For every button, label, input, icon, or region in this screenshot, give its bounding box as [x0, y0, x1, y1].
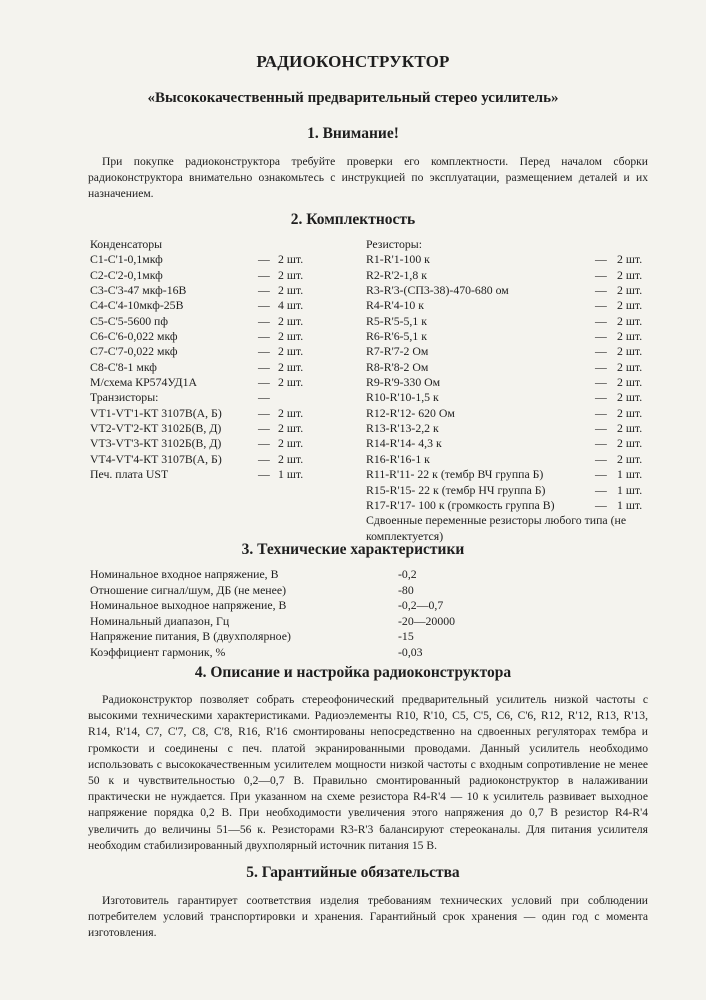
parts-row-name: R5-R'5-5,1 к — [366, 313, 427, 328]
parts-row-qty: 2 шт. — [617, 283, 643, 298]
resistors-note: Сдвоенные переменные резисторы любого типа (не комплектуется) — [366, 513, 627, 543]
parts-row-name: R9-R'9-330 Ом — [366, 375, 441, 390]
parts-row — [90, 421, 320, 436]
spec-row — [90, 598, 510, 614]
parts-row — [366, 329, 656, 344]
parts-row-qty: 1 шт. — [278, 467, 304, 482]
parts-row-dash: — — [258, 375, 270, 390]
section-2-title: 2. Комплектность — [290, 211, 416, 228]
parts-row-qty: 2 шт. — [617, 390, 643, 405]
parts-row-dash: — — [595, 421, 607, 436]
parts-row-name: Печ. плата UST — [90, 467, 169, 482]
spec-row — [90, 614, 510, 630]
parts-row-name: Резисторы: — [366, 237, 422, 251]
parts-row-dash: — — [258, 405, 270, 420]
parts-row-name: R16-R'16-1 к — [366, 451, 430, 466]
parts-row — [366, 421, 656, 436]
parts-row-qty: 2 шт. — [278, 344, 304, 359]
section-4-title: 4. Описание и настройка радиоконструктора — [194, 664, 512, 681]
parts-row-name: VT2-VT'2-КТ 3102Б(В, Д) — [90, 421, 222, 436]
parts-row-dash: — — [258, 267, 270, 282]
parts-row-name: R12-R'12- 620 Ом — [366, 405, 455, 420]
parts-row-name: R3-R'3-(СП3-38)-470-680 ом — [366, 283, 509, 298]
parts-row-dash: — — [258, 344, 270, 359]
parts-row — [366, 252, 656, 267]
parts-row-dash: — — [595, 298, 607, 313]
parts-row-qty: 1 шт. — [617, 482, 643, 497]
parts-row-qty: 2 шт. — [278, 375, 304, 390]
section-3-title: 3. Технические характеристики — [241, 541, 465, 558]
parts-row — [366, 498, 656, 513]
parts-row-name: R8-R'8-2 Ом — [366, 359, 429, 374]
parts-row-qty: 4 шт. — [278, 298, 304, 313]
parts-row — [90, 344, 320, 359]
parts-row-dash: — — [595, 375, 607, 390]
parts-row — [90, 436, 320, 451]
parts-row-qty: 2 шт. — [617, 298, 643, 313]
parts-row-name: М/схема КР574УД1А — [90, 375, 198, 390]
parts-row-dash: — — [258, 421, 270, 436]
spec-label: Номинальный диапазон, Гц — [90, 613, 230, 628]
parts-row — [366, 467, 656, 482]
parts-row-name: R4-R'4-10 к — [366, 298, 424, 313]
parts-row-name: С8-С'8-1 мкф — [90, 359, 157, 374]
parts-row-dash: — — [595, 252, 607, 267]
parts-row-dash: — — [258, 359, 270, 374]
parts-row-name: VT4-VT'4-КТ 3107В(А, Б) — [90, 451, 222, 466]
parts-row-dash: — — [595, 405, 607, 420]
parts-row — [90, 375, 320, 390]
parts-row-name: R14-R'14- 4,3 к — [366, 436, 442, 451]
parts-row-qty: 1 шт. — [617, 467, 643, 482]
parts-row-dash: — — [258, 252, 270, 267]
parts-row-name: R6-R'6-5,1 к — [366, 329, 427, 344]
parts-row — [366, 314, 656, 329]
spec-value: -15 — [398, 629, 414, 644]
parts-row-dash: — — [258, 390, 270, 405]
parts-row — [366, 406, 656, 421]
parts-row-qty: 2 шт. — [617, 421, 643, 436]
parts-row — [366, 283, 656, 298]
spec-label: Номинальное выходное напряжение, В — [90, 598, 287, 613]
parts-row — [366, 344, 656, 359]
section-1-text: При покупке радиоконструктора требуйте проверки его комплектности. Перед началом сборки радиоконструктора внимательно ознакомьтесь с инструкцией по эксплуатации, размещением деталей и их назначением. — [88, 155, 648, 201]
parts-row-name: R2-R'2-1,8 к — [366, 267, 427, 282]
spec-value: -0,2—0,7 — [398, 598, 444, 613]
spec-value: -0,03 — [398, 644, 423, 659]
parts-row-qty: 2 шт. — [617, 252, 643, 267]
parts-row-name: VT1-VT'1-КТ 3107В(А, Б) — [90, 405, 222, 420]
spec-row — [90, 629, 510, 645]
parts-row-name: С2-С'2-0,1мкф — [90, 267, 163, 282]
parts-row-qty: 2 шт. — [617, 313, 643, 328]
parts-row — [90, 252, 320, 267]
parts-row-qty: 2 шт. — [278, 405, 304, 420]
parts-row-qty: 1 шт. — [617, 497, 643, 512]
parts-row-dash: — — [258, 451, 270, 466]
parts-row-dash: — — [595, 313, 607, 328]
section-1-title: 1. Внимание! — [307, 125, 399, 142]
parts-row-dash: — — [258, 329, 270, 344]
parts-row-dash: — — [595, 436, 607, 451]
parts-row-dash: — — [595, 344, 607, 359]
parts-row-qty: 2 шт. — [617, 436, 643, 451]
spec-value: -0,2 — [398, 567, 417, 581]
spec-label: Номинальное входное напряжение, В — [90, 567, 279, 581]
parts-row-name: Конденсаторы — [90, 237, 163, 251]
parts-row-dash: — — [595, 497, 607, 512]
parts-row-dash: — — [595, 467, 607, 482]
document-subtitle: «Высококачественный предварительный стерео усилитель» — [147, 90, 559, 106]
parts-row-dash: — — [595, 359, 607, 374]
parts-row-qty: 2 шт. — [617, 451, 643, 466]
parts-row-qty: 2 шт. — [278, 252, 304, 267]
parts-row — [90, 360, 320, 375]
parts-row-dash: — — [258, 283, 270, 298]
parts-row-qty: 2 шт. — [278, 421, 304, 436]
document-title: РАДИОКОНСТРУКТОР — [256, 52, 450, 71]
parts-row-qty: 2 шт. — [617, 344, 643, 359]
parts-row-qty: 2 шт. — [278, 313, 304, 328]
parts-row-dash: — — [595, 451, 607, 466]
parts-row-name: Транзисторы: — [90, 390, 159, 405]
spec-label: Отношение сигнал/шум, ДБ (не менее) — [90, 582, 287, 597]
parts-row-qty: 2 шт. — [617, 329, 643, 344]
parts-row — [90, 390, 320, 405]
parts-row-qty: 2 шт. — [278, 283, 304, 298]
parts-row-name: R1-R'1-100 к — [366, 252, 430, 267]
parts-row — [366, 390, 656, 405]
parts-row-name: R10-R'10-1,5 к — [366, 390, 439, 405]
spec-label: Коэффициент гармоник, % — [90, 644, 226, 659]
parts-row — [366, 375, 656, 390]
specifications-table — [90, 567, 510, 661]
parts-row-name: R15-R'15- 22 к (тембр НЧ группа Б) — [366, 482, 546, 497]
parts-row — [90, 329, 320, 344]
parts-row-qty: 2 шт. — [278, 451, 304, 466]
parts-row — [366, 237, 656, 252]
parts-row-name: С7-С'7-0,022 мкф — [90, 344, 178, 359]
parts-row — [366, 298, 656, 313]
parts-row-qty: 2 шт. — [278, 359, 304, 374]
parts-row — [90, 283, 320, 298]
parts-row-qty: 2 шт. — [278, 329, 304, 344]
parts-row-name: R13-R'13-2,2 к — [366, 421, 439, 436]
spec-row — [90, 645, 510, 661]
parts-row — [90, 406, 320, 421]
parts-row-name: С1-С'1-0,1мкф — [90, 252, 163, 267]
spec-label: Напряжение питания, В (двухполярное) — [90, 629, 291, 644]
spec-row — [90, 583, 510, 599]
parts-row-name: С5-С'5-5600 пф — [90, 313, 169, 328]
parts-row-qty: 2 шт. — [278, 267, 304, 282]
parts-row — [366, 360, 656, 375]
parts-row-qty: 2 шт. — [617, 405, 643, 420]
spec-row — [90, 567, 510, 583]
parts-row-dash: — — [595, 390, 607, 405]
parts-row-name: R11-R'11- 22 к (тембр ВЧ группа Б) — [366, 467, 544, 482]
parts-row-dash: — — [258, 298, 270, 313]
parts-row — [90, 237, 320, 252]
parts-row-qty: 2 шт. — [278, 436, 304, 451]
parts-row-name: R17-R'17- 100 к (громкость группа В) — [366, 497, 555, 512]
parts-row — [366, 483, 656, 498]
parts-row-qty: 2 шт. — [617, 267, 643, 282]
parts-row — [366, 268, 656, 283]
section-5-title: 5. Гарантийные обязательства — [246, 864, 460, 881]
parts-row-qty: 2 шт. — [617, 375, 643, 390]
parts-row-dash: — — [258, 467, 270, 482]
parts-row-name: С3-С'3-47 мкф-16В — [90, 283, 187, 298]
spec-value: -80 — [398, 582, 414, 597]
parts-row-dash: — — [595, 329, 607, 344]
capacitors-list — [90, 237, 320, 483]
section-5-text: Изготовитель гарантирует соответствия изделия требованиям технических условий при соблюдении потребителем условий транспортировки и хранения. Гарантийный срок хранения — один год с момента изготовления. — [88, 894, 648, 940]
spec-value: -20—20000 — [398, 613, 456, 628]
resistors-list — [366, 237, 656, 544]
parts-row-dash: — — [258, 313, 270, 328]
parts-row-dash: — — [258, 436, 270, 451]
parts-row — [366, 452, 656, 467]
parts-row-qty: 2 шт. — [617, 359, 643, 374]
parts-row-name: R7-R'7-2 Ом — [366, 344, 429, 359]
parts-row-dash: — — [595, 482, 607, 497]
section-4-text: Радиоконструктор позволяет собрать стереофонический предварительный усилитель низкой частоты с высокими техническими характеристиками. Радиоэлементы R10, R'10, С5, С'5, С6, С'6, R12, R'12, R13, R'13, R14, R'14, С7, С'7, С8, С'8, R16, R'16 смонтированы непосредственно на сдвоенных регуляторах тембра и громкости и соединены с печ. платой экранированными проводами. Данный усилитель необходимо использовать с высококачественным усилителем мощности низкой частоты с входным сопротивление не менее 50 к и чувствительностью 0,2—0,7 В. Правильно смонтированный радиоконструктор в налаживании практически не нуждается. При указанном на схеме резистора R4-R'4 — 10 к усилитель развивает выходное напряжение порядка 0,2 В. При необходимости увеличения этого напряжения до 0,7 В резистор R4-R'4 увеличить до величины 51—56 к. Резисторами R3-R'3 балансируют стереоканалы. Для питания усилителя необходим стабилизированный двухполярный источник питания 15 В. — [88, 693, 648, 852]
parts-row — [90, 452, 320, 467]
parts-row-dash: — — [595, 267, 607, 282]
parts-row — [90, 467, 320, 482]
parts-row — [90, 298, 320, 313]
parts-row — [90, 268, 320, 283]
parts-row-name: VT3-VT'3-КТ 3102Б(В, Д) — [90, 436, 222, 451]
parts-row — [366, 436, 656, 451]
parts-row-name: С6-С'6-0,022 мкф — [90, 329, 178, 344]
parts-row-name: С4-С'4-10мкф-25В — [90, 298, 184, 313]
parts-row — [90, 314, 320, 329]
parts-row-dash: — — [595, 283, 607, 298]
